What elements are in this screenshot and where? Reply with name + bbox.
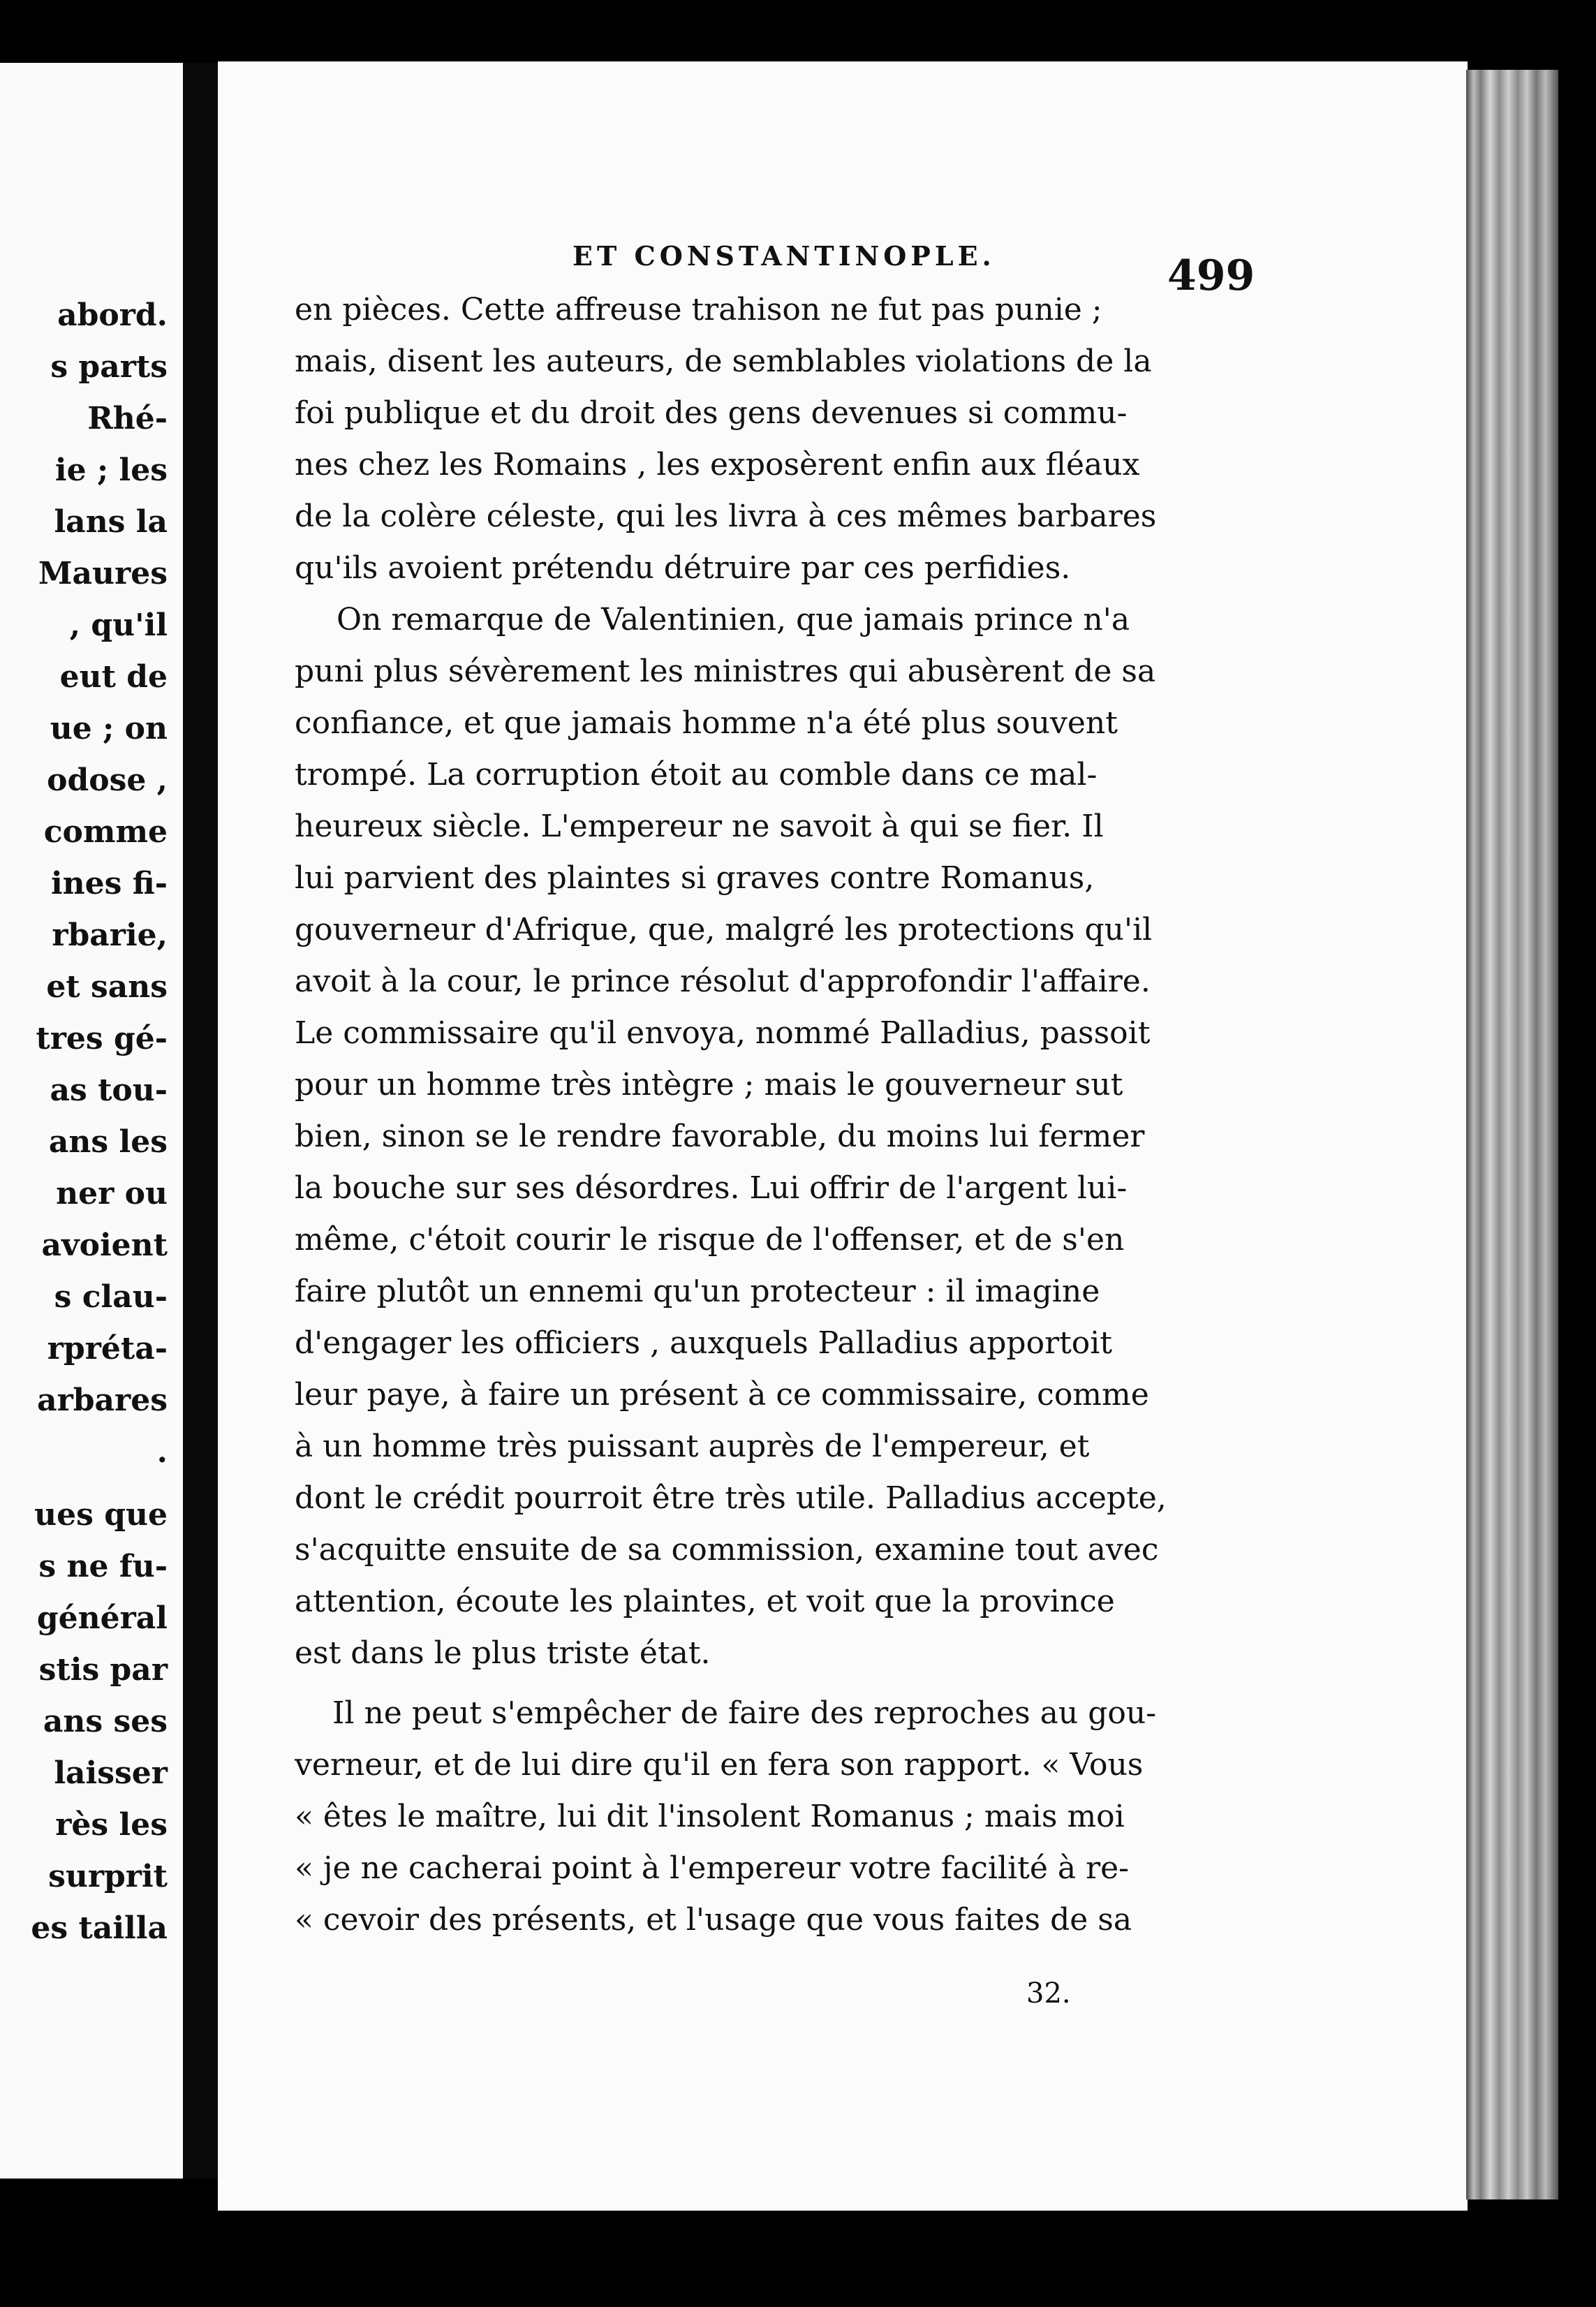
text-line: nes chez les Romains , les exposèrent enfin aux fléaux [295, 447, 1140, 482]
facing-page-line: stis par [38, 1652, 168, 1688]
text-line: à un homme très puissant auprès de l'empereur, et [295, 1429, 1090, 1464]
facing-page-line: eut de [59, 659, 168, 695]
text-line: puni plus sévèrement les ministres qui abusèrent de sa [295, 654, 1156, 689]
facing-page-line: ner ou [56, 1176, 168, 1211]
facing-page-line: ie ; les [54, 452, 168, 488]
facing-page-line: rpréta- [47, 1331, 168, 1366]
text-line: Il ne peut s'empêcher de faire des reproches au gou- [332, 1695, 1157, 1731]
facing-page-line: laisser [54, 1755, 168, 1791]
facing-page-line: Maures [38, 556, 168, 591]
facing-page-line: et sans [46, 969, 168, 1005]
facing-page-line: lans la [54, 504, 168, 540]
text-line: « êtes le maître, lui dit l'insolent Romanus ; mais moi [295, 1799, 1125, 1834]
facing-page-line: as tou- [50, 1073, 168, 1108]
page-edges [1466, 70, 1558, 2199]
text-line: mais, disent les auteurs, de semblables violations de la [295, 344, 1152, 379]
text-line: confiance, et que jamais homme n'a été plus souvent [295, 705, 1118, 741]
facing-page-line: tres gé- [36, 1021, 168, 1056]
text-line: avoit à la cour, le prince résolut d'approfondir l'affaire. [295, 964, 1151, 999]
text-line: lui parvient des plaintes si graves contre Romanus, [295, 860, 1095, 896]
text-line: s'acquitte ensuite de sa commission, examine tout avec [295, 1532, 1159, 1568]
text-line: est dans le plus triste état. [295, 1635, 711, 1671]
text-line: gouverneur d'Afrique, que, malgré les protections qu'il [295, 912, 1153, 948]
facing-page-line: rès les [55, 1807, 168, 1843]
text-line: « je ne cacherai point à l'empereur votre facilité à re- [295, 1850, 1130, 1886]
facing-page-line: ues que [34, 1497, 168, 1533]
text-line: faire plutôt un ennemi qu'un protecteur : il imagine [295, 1274, 1100, 1309]
facing-page-line: ines fi- [50, 866, 168, 901]
text-line: attention, écoute les plaintes, et voit que la province [295, 1584, 1115, 1619]
facing-page-line: rbarie, [52, 917, 168, 953]
facing-page-line: ans ses [43, 1704, 168, 1739]
text-line: bien, sinon se le rendre favorable, du moins lui fermer [295, 1119, 1145, 1154]
text-line: dont le crédit pourroit être très utile. Palladius accepte, [295, 1480, 1167, 1516]
text-line: trompé. La corruption étoit au comble dans ce mal- [295, 757, 1098, 793]
signature-mark: 32. [1026, 1977, 1071, 2010]
facing-page-line: s parts [50, 349, 168, 385]
text-line: en pièces. Cette affreuse trahison ne fut pas punie ; [295, 292, 1102, 327]
facing-page-line: es tailla [31, 1910, 168, 1946]
running-head: ET CONSTANTINOPLE. [572, 240, 996, 272]
book-gutter [183, 63, 218, 2179]
page-number: 499 [1167, 251, 1255, 300]
text-line: foi publique et du droit des gens devenues si commu- [295, 395, 1128, 431]
text-line: même, c'étoit courir le risque de l'offenser, et de s'en [295, 1222, 1125, 1258]
text-line: de la colère céleste, qui les livra à ces mêmes barbares [295, 499, 1157, 534]
facing-page-line: odose , [47, 762, 168, 798]
text-line: leur paye, à faire un présent à ce commissaire, comme [295, 1377, 1149, 1413]
facing-page-line: s clau- [54, 1279, 168, 1315]
facing-page-line: . [156, 1434, 168, 1470]
text-line: d'engager les officiers , auxquels Palladius apportoit [295, 1325, 1113, 1361]
text-line: Le commissaire qu'il envoya, nommé Palladius, passoit [295, 1015, 1151, 1051]
facing-page-fragment [0, 63, 183, 2179]
facing-page-line: général [36, 1600, 168, 1636]
facing-page-line: , qu'il [69, 607, 168, 643]
text-line: la bouche sur ses désordres. Lui offrir de l'argent lui- [295, 1170, 1128, 1206]
text-line: qu'ils avoient prétendu détruire par ces perfidies. [295, 550, 1071, 586]
facing-page-line: abord. [57, 297, 168, 333]
text-line: On remarque de Valentinien, que jamais prince n'a [337, 602, 1130, 637]
facing-page-line: avoient [41, 1228, 168, 1263]
facing-page-line: arbares [37, 1383, 168, 1418]
text-line: « cevoir des présents, et l'usage que vous faites de sa [295, 1902, 1132, 1938]
text-line: heureux siècle. L'empereur ne savoit à qui se fier. Il [295, 809, 1104, 844]
facing-page-line: ue ; on [50, 711, 168, 746]
text-line: verneur, et de lui dire qu'il en fera son rapport. « Vous [295, 1747, 1144, 1783]
facing-page-line: comme [43, 814, 168, 850]
facing-page-line: surprit [48, 1859, 168, 1894]
facing-page-line: Rhé- [87, 401, 168, 436]
facing-page-line: ans les [48, 1124, 168, 1160]
text-line: pour un homme très intègre ; mais le gouverneur sut [295, 1067, 1123, 1103]
facing-page-line: s ne fu- [38, 1549, 168, 1584]
